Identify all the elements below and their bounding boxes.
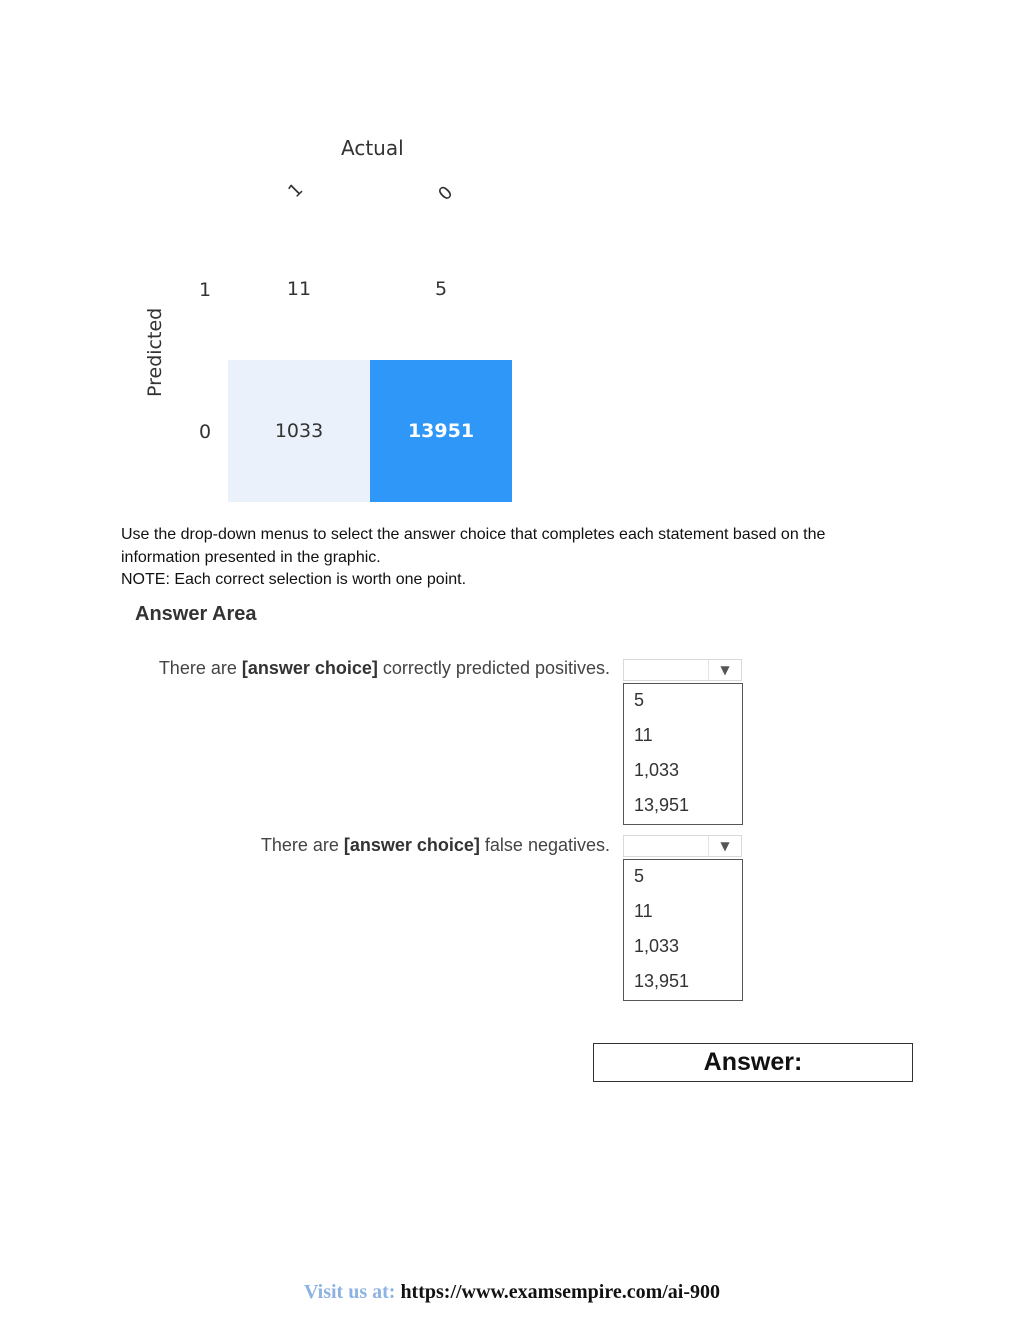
caret-down-icon[interactable]: ▼ <box>708 836 741 856</box>
dropdown-2-option[interactable]: 13,951 <box>634 971 690 991</box>
cell-true-positive: 11 <box>286 278 312 300</box>
dropdown-1-option[interactable]: 11 <box>634 725 653 745</box>
column-label-1: 1 <box>284 179 308 202</box>
dropdown-1-options <box>623 683 743 825</box>
statement-1-choice: [answer choice] <box>241 658 378 678</box>
answer-area-title: Answer Area <box>135 603 257 625</box>
dropdown-2[interactable] <box>623 835 742 857</box>
statement-2 <box>261 835 610 856</box>
dropdown-1-option[interactable]: 5 <box>634 690 645 710</box>
note-text: NOTE: Each correct selection is worth one point. <box>121 571 467 588</box>
answer-box: Answer: <box>593 1043 913 1082</box>
statement-2-suffix: false negatives. <box>479 835 610 855</box>
dropdown-1-option[interactable]: 1,033 <box>634 760 680 780</box>
row-label-0: 0 <box>199 421 212 443</box>
chart-title: Actual <box>341 136 404 160</box>
instruction-text: Use the drop-down menus to select the answer choice that completes each statement based on the information presented in the graphic. <box>121 526 826 566</box>
cell-false-negative: 1033 <box>228 360 370 502</box>
y-axis-label: Predicted <box>144 307 166 397</box>
cell-true-negative: 13951 <box>370 360 512 502</box>
statement-1 <box>159 658 610 679</box>
footer-label: Visit us at: <box>303 1281 401 1303</box>
instructions <box>121 524 901 592</box>
statement-1-suffix: correctly predicted positives. <box>377 658 610 678</box>
column-label-0: 0 <box>434 182 458 205</box>
caret-down-icon[interactable]: ▼ <box>708 660 741 680</box>
dropdown-2-option[interactable]: 5 <box>634 866 645 886</box>
statement-2-choice: [answer choice] <box>343 835 480 855</box>
dropdown-2-option[interactable]: 1,033 <box>634 936 680 956</box>
dropdown-1-option[interactable]: 13,951 <box>634 795 690 815</box>
footer <box>0 1281 1024 1304</box>
statement-1-prefix: There are <box>158 658 242 678</box>
footer-url[interactable]: https://www.examsempire.com/ai-900 <box>400 1281 721 1303</box>
statement-2-prefix: There are <box>260 835 344 855</box>
dropdown-2-options <box>623 859 743 1001</box>
dropdown-1[interactable] <box>623 659 742 681</box>
dropdown-2-option[interactable]: 11 <box>634 901 653 921</box>
row-label-1: 1 <box>199 279 212 301</box>
cell-false-positive: 5 <box>434 278 448 300</box>
